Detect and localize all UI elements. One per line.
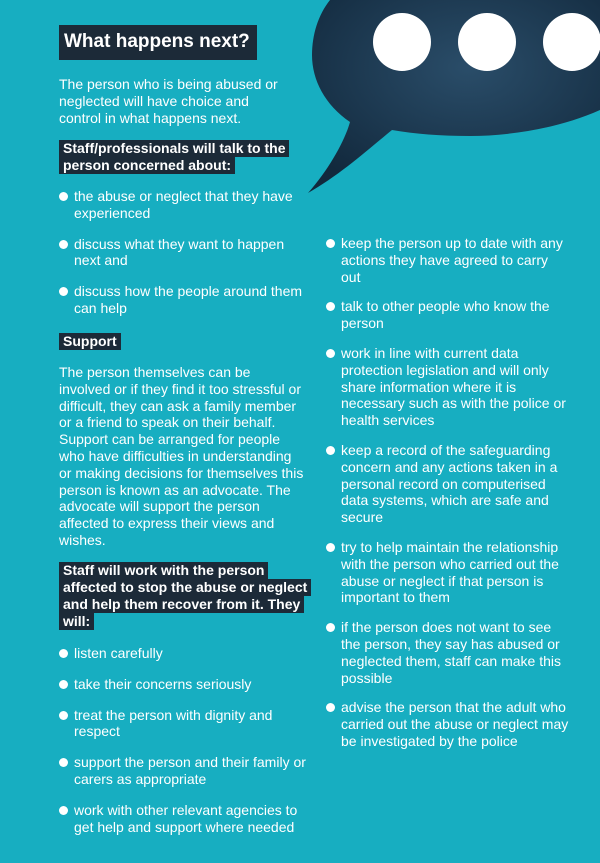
list-item: listen carefully (59, 645, 309, 662)
list-item: take their concerns seriously (59, 676, 309, 693)
bullet-icon (326, 302, 335, 311)
bullet-icon (326, 543, 335, 552)
staff-work-label-line: will: (59, 613, 94, 630)
list-item: keep the person up to date with any actions they have agreed to carry out (326, 235, 571, 285)
bullet-icon (59, 192, 68, 201)
bullet-icon (59, 758, 68, 767)
bubble-dot-1 (373, 13, 431, 71)
staff-work-label-line: affected to stop the abuse or neglect (59, 579, 311, 596)
bullet-icon (59, 287, 68, 296)
list-item: work with other relevant agencies to get help and support where needed (59, 802, 309, 836)
list-item: discuss how the people around them can help (59, 283, 304, 317)
bubble-dot-2 (458, 13, 516, 71)
bullet-icon (59, 240, 68, 249)
list-item: talk to other people who know the person (326, 298, 571, 332)
staff-work-label-line: and help them recover from it. They (59, 596, 304, 613)
bubble-dot-3 (543, 13, 600, 71)
list-item: treat the person with dignity and respect (59, 707, 309, 741)
bullet-icon (326, 349, 335, 358)
list-item: discuss what they want to happen next and (59, 236, 304, 270)
bullet-icon (326, 446, 335, 455)
bullet-icon (59, 711, 68, 720)
bullet-icon (59, 680, 68, 689)
bullet-icon (326, 703, 335, 712)
staff-talk-label-line: Staff/professionals will talk to the (59, 140, 289, 157)
support-label (59, 333, 121, 350)
list-item: work in line with current data protection legislation and will only share information where it is necessary such as with the police or health services (326, 345, 571, 429)
intro-text: The person who is being abused or neglected will have choice and control in what happens next. (59, 76, 278, 126)
right-column-list (326, 235, 571, 750)
bullet-icon (59, 649, 68, 658)
staff-talk-list (59, 188, 304, 317)
list-item: keep a record of the safeguarding concern and any actions taken in a personal record on computerised data systems, which are safe and secure (326, 442, 571, 526)
support-label-text: Support (59, 333, 121, 350)
page-title: What happens next? (59, 25, 257, 60)
list-item: try to help maintain the relationship with the person who carried out the abuse or neglect if that person is important to them (326, 539, 571, 606)
list-item: if the person does not want to see the person, they say has abused or neglected them, staff can make this possible (326, 619, 571, 686)
staff-work-label-line: Staff will work with the person (59, 562, 268, 579)
bullet-icon (326, 239, 335, 248)
list-item: support the person and their family or carers as appropriate (59, 754, 309, 788)
staff-talk-label (59, 140, 289, 174)
bullet-icon (59, 806, 68, 815)
staff-work-label (59, 562, 311, 630)
support-text: The person themselves can be involved or if they find it too stressful or difficult, they can ask a family member or a friend to speak on their behalf. Support can be arranged for people who have difficulties in understanding or making decisions for themselves this person is known as an advocate. The advocate will support the person affected to express their views and wishes. (59, 364, 304, 548)
list-item: advise the person that the adult who carried out the abuse or neglect may be investigated by the police (326, 699, 571, 749)
staff-talk-label-line: person concerned about: (59, 157, 235, 174)
list-item: the abuse or neglect that they have experienced (59, 188, 304, 222)
bullet-icon (326, 623, 335, 632)
staff-work-list (59, 645, 309, 835)
